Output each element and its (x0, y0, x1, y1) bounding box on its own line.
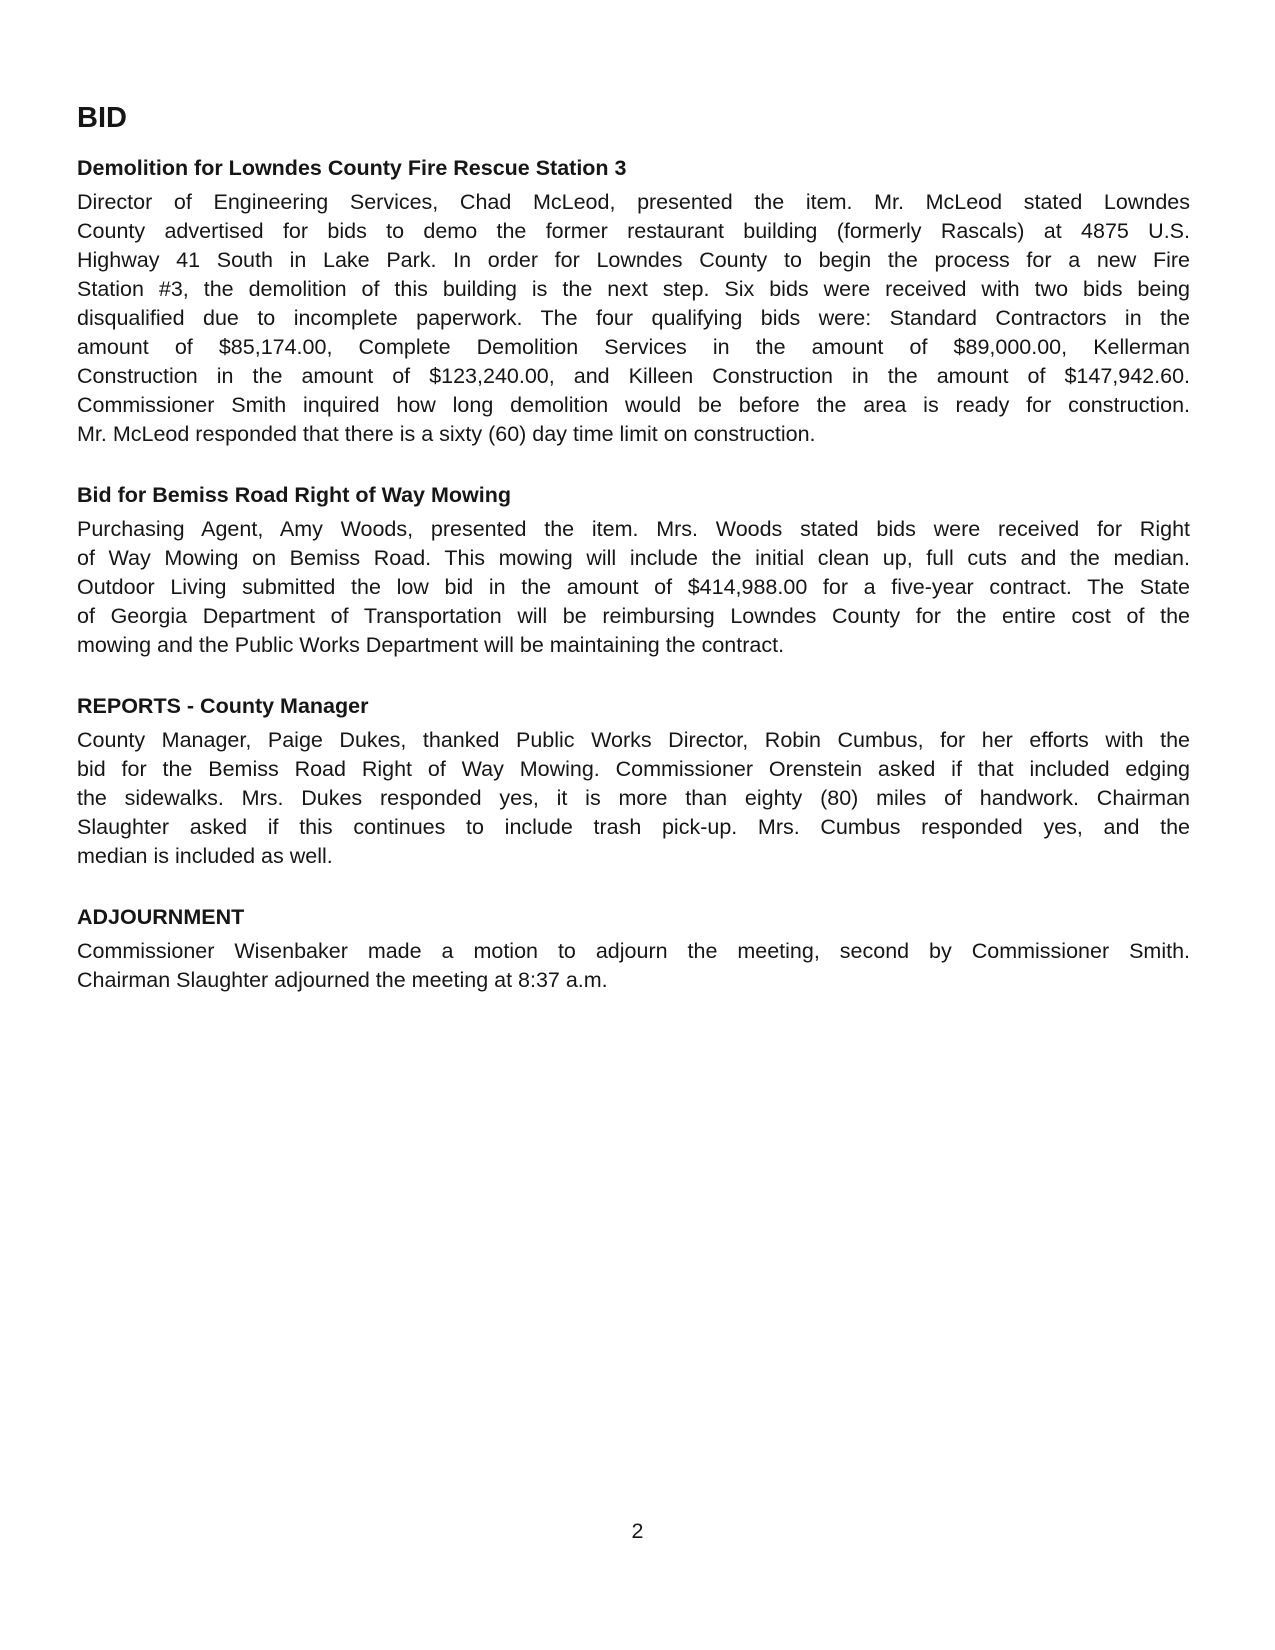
paragraph-line: Commissioner Wisenbaker made a motion to adjourn the meeting, second by Commissioner Smith. (77, 939, 1190, 963)
paragraph-line: Outdoor Living submitted the low bid in the amount of $414,988.00 for a five-year contract. The State (77, 575, 1190, 599)
document-section (77, 690, 1190, 871)
document-top-heading: BID (77, 102, 127, 134)
document-section (77, 479, 1190, 660)
paragraph-line: County Manager, Paige Dukes, thanked Public Works Director, Robin Cumbus, for her efforts with the (77, 728, 1190, 752)
paragraph-line: Purchasing Agent, Amy Woods, presented the item. Mrs. Woods stated bids were received for Right (77, 517, 1190, 541)
paragraph-line: Chairman Slaughter adjourned the meeting at 8:37 a.m. (77, 968, 608, 992)
paragraph-line: Highway 41 South in Lake Park. In order for Lowndes County to begin the process for a new Fire (77, 248, 1190, 272)
paragraph-line: of Georgia Department of Transportation will be reimbursing Lowndes County for the entire cost of the (77, 604, 1190, 628)
paragraph-line: Station #3, the demolition of this building is the next step. Six bids were received with two bids being (77, 277, 1190, 301)
page-number: 2 (631, 1519, 644, 1543)
paragraph-line: the sidewalks. Mrs. Dukes responded yes, it is more than eighty (80) miles of handwork. Chairman (77, 786, 1190, 810)
paragraph-line: County advertised for bids to demo the former restaurant building (formerly Rascals) at 4875 U.S. (77, 219, 1190, 243)
paragraph (77, 515, 1190, 660)
paragraph (77, 937, 1190, 995)
paragraph-line: Director of Engineering Services, Chad McLeod, presented the item. Mr. McLeod stated Lowndes (77, 190, 1190, 214)
document-section (77, 152, 1190, 449)
section-heading: Demolition for Lowndes County Fire Rescue Station 3 (77, 156, 627, 180)
document-section (77, 901, 1190, 995)
paragraph-line: disqualified due to incomplete paperwork. The four qualifying bids were: Standard Contractors in the (77, 306, 1190, 330)
paragraph-line: Construction in the amount of $123,240.00, and Killeen Construction in the amount of $147,942.60. (77, 364, 1190, 388)
paragraph (77, 726, 1190, 871)
paragraph-line: Commissioner Smith inquired how long demolition would be before the area is ready for construction. (77, 393, 1190, 417)
paragraph-line: amount of $85,174.00, Complete Demolition Services in the amount of $89,000.00, Kellerman (77, 335, 1190, 359)
page-content (77, 100, 1190, 995)
document-sections (77, 152, 1190, 995)
section-heading: REPORTS - County Manager (77, 694, 369, 718)
paragraph-line: bid for the Bemiss Road Right of Way Mowing. Commissioner Orenstein asked if that included edging (77, 757, 1190, 781)
paragraph-line: Slaughter asked if this continues to include trash pick-up. Mrs. Cumbus responded yes, and the (77, 815, 1190, 839)
section-heading: Bid for Bemiss Road Right of Way Mowing (77, 483, 511, 507)
paragraph-line: mowing and the Public Works Department will be maintaining the contract. (77, 633, 785, 657)
section-heading: ADJOURNMENT (77, 905, 245, 929)
paragraph-line: of Way Mowing on Bemiss Road. This mowing will include the initial clean up, full cuts and the median. (77, 546, 1190, 570)
paragraph-line: Mr. McLeod responded that there is a sixty (60) day time limit on construction. (77, 422, 816, 446)
paragraph-line: median is included as well. (77, 844, 333, 868)
paragraph (77, 188, 1190, 449)
